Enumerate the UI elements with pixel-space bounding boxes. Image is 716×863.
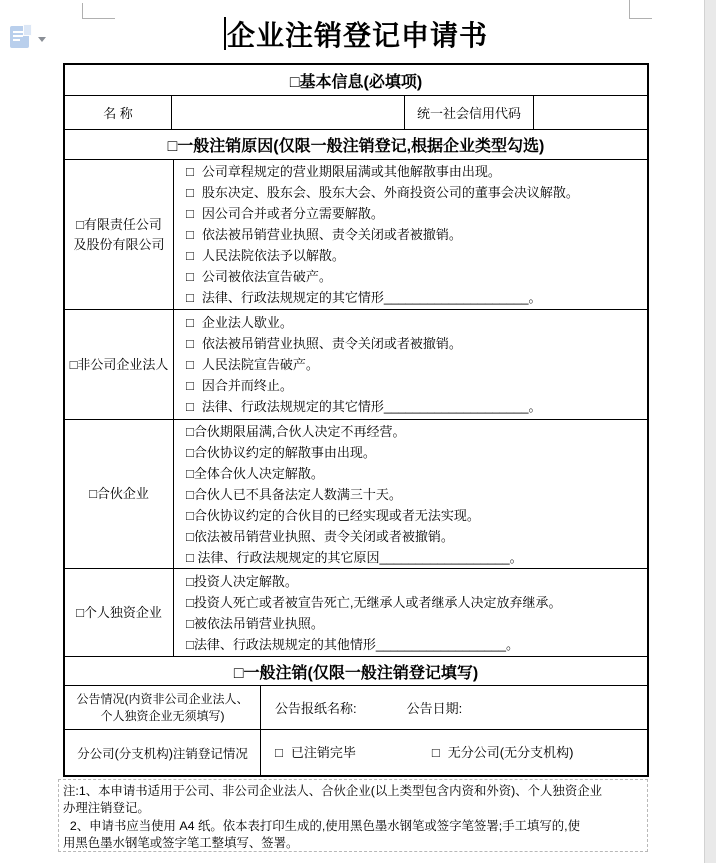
name-value-cell[interactable] — [172, 96, 405, 129]
checkbox-icon[interactable]: □ — [186, 615, 194, 631]
checkbox-icon[interactable]: □ — [186, 528, 194, 544]
credit-code-label: 统一社会信用代码 — [405, 96, 534, 129]
announcement-row — [65, 686, 647, 730]
checkbox-icon[interactable]: □ — [186, 164, 194, 179]
announcement-fields — [261, 686, 647, 729]
checkbox-option[interactable]: □ 无分公司(无分支机构) — [431, 745, 574, 760]
note-line: 注:1、本申请书适用于公司、非公司企业法人、合伙企业(以上类型包含内资和外资)、个人独资企业 — [63, 784, 602, 798]
form-notes — [58, 779, 648, 852]
checkbox-option[interactable]: □ 股东决定、股东会、股东大会、外商投资公司的董事会决议解散。 — [186, 185, 579, 200]
workspace-edge — [704, 0, 716, 863]
checkbox-option[interactable]: □ 公司被依法宣告破产。 — [186, 269, 332, 284]
checkbox-option[interactable]: □ 公司章程规定的营业期限届满或其他解散事由出现。 — [186, 164, 501, 179]
checkbox-icon[interactable]: □ — [186, 290, 194, 305]
checkbox-option[interactable]: □法律、行政法规规定的其他情形__________________。 — [186, 636, 519, 652]
checkbox-option[interactable]: □合伙协议约定的合伙目的已经实现或者无法实现。 — [186, 507, 480, 523]
checkbox-option[interactable]: □合伙期限届满,合伙人决定不再经营。 — [186, 423, 406, 439]
category-label-non-company: □非公司企业法人 — [65, 310, 174, 419]
category-row-non-company-legal-person — [65, 310, 647, 420]
checkbox-option[interactable]: □ 依法被吊销营业执照、责令关闭或者被撤销。 — [186, 336, 462, 351]
checkbox-icon[interactable]: □ — [275, 745, 283, 760]
checkbox-icon[interactable]: □ — [186, 315, 194, 330]
credit-code-value-cell[interactable] — [534, 96, 647, 129]
checkbox-icon[interactable]: □ — [186, 206, 194, 221]
category-row-limited-company — [65, 160, 647, 310]
reason-options-limited-company — [174, 160, 647, 309]
document-title: 企业注销登记申请书 — [63, 14, 649, 54]
checkbox-option[interactable]: □ 人民法院依法予以解散。 — [186, 248, 345, 263]
checkbox-option[interactable]: □ 法律、行政法规规定的其它情形____________________。 — [186, 290, 542, 305]
branch-status-label: 分公司(分支机构)注销登记情况 — [65, 730, 261, 775]
checkbox-icon[interactable]: □ — [186, 465, 194, 481]
checkbox-icon[interactable]: □ — [186, 573, 194, 589]
checkbox-option[interactable]: □ 因合并而终止。 — [186, 378, 293, 393]
section-header-general-label: □一般注销(仅限一般注销登记填写) — [233, 664, 479, 682]
section-header-general-deregistration — [65, 657, 647, 686]
note-line: 用黑色墨水钢笔或签字笔工整填写、签署。 — [63, 835, 299, 850]
section-header-basic-info — [65, 65, 647, 96]
checkbox-option[interactable]: □ 因公司合并或者分立需要解散。 — [186, 206, 384, 221]
reason-options-non-company — [174, 310, 647, 419]
name-row — [65, 96, 647, 130]
reason-options-partnership — [174, 420, 647, 568]
checkbox-option[interactable]: □ 法律、行政法规规定的其它原因__________________。 — [186, 549, 523, 565]
checkbox-option[interactable]: □合伙协议约定的解散事由出现。 — [186, 444, 376, 460]
announcement-label: 公告情况(内资非公司企业法人、个人独资企业无须填写) — [65, 686, 261, 729]
checkbox-option[interactable]: □ 企业法人歇业。 — [186, 315, 293, 330]
checkbox-option[interactable]: □投资人死亡或者被宣告死亡,无继承人或者继承人决定放弃继承。 — [186, 594, 562, 610]
checkbox-icon[interactable]: □ — [431, 745, 440, 760]
note-line: 办理注销登记。 — [63, 801, 150, 816]
checkbox-option[interactable]: □依法被吊销营业执照、责令关闭或者被撤销。 — [186, 528, 454, 544]
checkbox-icon[interactable]: □ — [186, 185, 194, 200]
announcement-date-label: 公告日期: — [406, 701, 463, 716]
checkbox-option[interactable]: □全体合伙人决定解散。 — [186, 465, 324, 481]
checkbox-icon[interactable]: □ — [186, 549, 194, 565]
paste-options-button[interactable] — [10, 26, 54, 54]
checkbox-option[interactable]: □投资人决定解散。 — [186, 573, 298, 589]
category-label-sole-proprietorship: □个人独资企业 — [65, 569, 174, 656]
note-line: 2、申请书应当使用 A4 纸。依本表打印生成的,使用黑色墨水钢笔或签字笔签署;手工填写的,使 — [63, 818, 580, 833]
checkbox-option[interactable]: □ 法律、行政法规规定的其它情形____________________。 — [186, 399, 542, 414]
checkbox-option[interactable]: □合伙人已不具备法定人数满三十天。 — [186, 486, 402, 502]
checkbox-icon[interactable]: □ — [186, 444, 194, 460]
checkbox-icon[interactable]: □ — [186, 227, 194, 242]
checkbox-icon[interactable]: □ — [186, 357, 194, 372]
category-label-partnership: □合伙企业 — [65, 420, 174, 568]
checkbox-option[interactable]: □被依法吊销营业执照。 — [186, 615, 324, 631]
checkbox-option[interactable]: □ 已注销完毕 — [275, 745, 356, 760]
category-row-sole-proprietorship — [65, 569, 647, 657]
name-label: 名 称 — [65, 96, 172, 129]
checkbox-icon[interactable]: □ — [186, 507, 194, 523]
reason-options-sole-proprietorship — [174, 569, 647, 656]
checkbox-icon[interactable]: □ — [186, 486, 194, 502]
chevron-down-icon — [38, 37, 46, 42]
text-cursor — [224, 17, 226, 50]
branch-status-row — [65, 730, 647, 775]
category-row-partnership — [65, 420, 647, 569]
section-header-reason-label: □一般注销原因(仅限一般注销登记,根据企业类型勾选) — [167, 138, 545, 155]
checkbox-icon[interactable]: □ — [186, 594, 194, 610]
checkbox-option[interactable]: □ 依法被吊销营业执照、责令关闭或者被撤销。 — [186, 227, 462, 242]
branch-status-options — [261, 730, 647, 775]
application-form-table — [63, 63, 649, 777]
checkbox-icon[interactable]: □ — [186, 336, 194, 351]
section-header-deregistration-reason — [65, 130, 647, 160]
checkbox-option[interactable]: □ 人民法院宣告破产。 — [186, 357, 319, 372]
checkbox-icon[interactable]: □ — [186, 269, 194, 284]
checkbox-icon[interactable]: □ — [186, 378, 194, 393]
clipboard-paste-icon — [10, 26, 29, 48]
checkbox-icon[interactable]: □ — [186, 423, 194, 439]
checkbox-icon[interactable]: □ — [186, 248, 194, 263]
section-header-basic-info-label: □基本信息(必填项) — [289, 73, 423, 91]
announcement-paper-label: 公告报纸名称: — [275, 701, 357, 716]
category-label-limited-company: □有限责任公司 及股份有限公司 — [65, 160, 174, 309]
checkbox-icon[interactable]: □ — [186, 636, 194, 652]
checkbox-icon[interactable]: □ — [186, 399, 194, 414]
